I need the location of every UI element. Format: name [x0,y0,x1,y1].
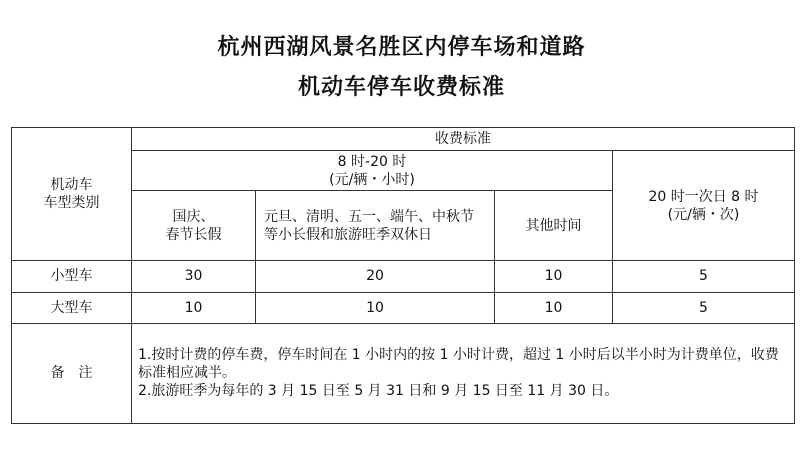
fee-cell: 5 [613,261,795,292]
period-short-holiday-header: 元旦、清明、五一、端午、中秋节等小长假和旅游旺季双休日 [256,191,495,261]
remark-item: 2.旅游旺季为每年的 3 月 15 日至 5 月 31 日和 9 月 15 日至 11 月 30 日。 [138,383,619,400]
table-row [12,261,795,292]
remark-content [132,323,795,423]
fee-table [11,127,795,424]
fee-cell: 10 [132,292,256,323]
period-other-header: 其他时间 [495,191,613,261]
fee-cell: 5 [613,292,795,323]
vehicle-type-cell: 大型车 [12,292,132,323]
vehicle-type-cell: 小型车 [12,261,132,292]
header-row-1 [12,128,795,151]
document-title-line1: 杭州西湖风景名胜区内停车场和道路 [217,35,586,60]
fee-cell: 10 [256,292,495,323]
table-row [12,292,795,323]
remark-label: 备 注 [12,323,132,423]
fee-cell: 10 [495,292,613,323]
daytime-header: 8 时-20 时 (元/辆・小时) [132,151,613,191]
document-title-line2: 机动车停车收费标准 [297,75,505,100]
period-national-day-header: 国庆、 春节长假 [132,191,256,261]
vehicle-type-header: 机动车 车型类别 [12,128,132,261]
fee-cell: 30 [132,261,256,292]
fee-cell: 20 [256,261,495,292]
fee-standard-header: 收费标准 [132,128,795,151]
remark-row [12,323,795,423]
overnight-header: 20 时一次日 8 时 (元/辆・次) [613,151,795,261]
remark-item: 1.按时计费的停车费，停车时间在 1 小时内的按 1 小时计费，超过 1 小时后以半小时为计费单位，收费标准相应减半。 [138,347,779,382]
fee-cell: 10 [495,261,613,292]
